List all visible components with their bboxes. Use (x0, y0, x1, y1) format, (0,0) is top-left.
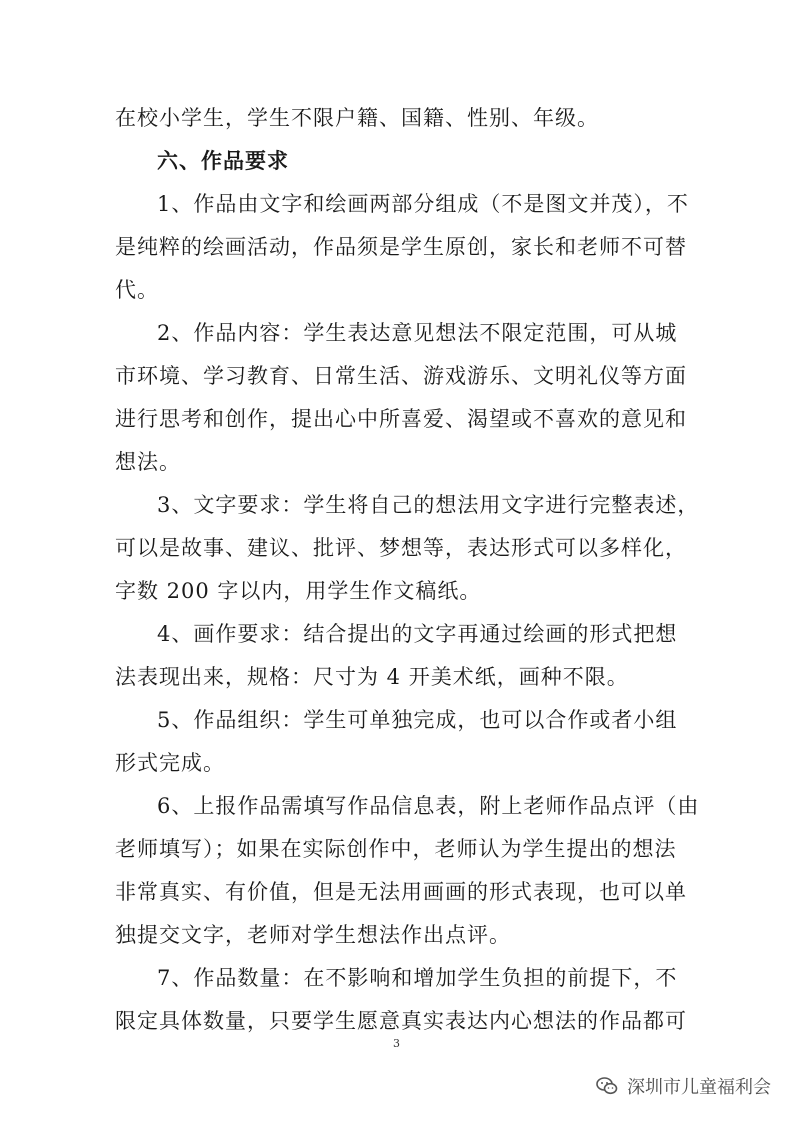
text-line: 想法。 (115, 450, 181, 474)
wechat-icon (595, 1074, 619, 1098)
text-line: 非常真实、有价值，但是无法用画画的形式表现，也可以单 (115, 880, 687, 904)
text-line: 代。 (115, 278, 159, 302)
text-line: 市环境、学习教育、日常生活、游戏游乐、文明礼仪等方面 (115, 364, 687, 388)
text-line: 2、作品内容：学生表达意见想法不限定范围，可从城 (157, 321, 678, 345)
text-line: 7、作品数量：在不影响和增加学生负担的前提下，不 (157, 966, 678, 990)
text-line: 5、作品组织：学生可单独完成，也可以合作或者小组 (157, 708, 678, 732)
watermark (595, 1070, 771, 1102)
text-line: 独提交文字，老师对学生想法作出点评。 (115, 923, 511, 947)
text-line: 字数 200 字以内，用学生作文稿纸。 (115, 579, 482, 603)
text-line: 形式完成。 (115, 751, 225, 775)
watermark-text: 深圳市儿童福利会 (627, 1077, 771, 1098)
text-line: 限定具体数量，只要学生愿意真实表达内心想法的作品都可 (115, 1009, 687, 1033)
text-line: 老师填写）；如果在实际创作中，老师认为学生提出的想法 (115, 837, 677, 861)
section-heading: 六、作品要求 (157, 149, 289, 173)
text-line: 可以是故事、建议、批评、梦想等，表达形式可以多样化， (115, 536, 687, 560)
text-line: 3、文字要求：学生将自己的想法用文字进行完整表述， (157, 493, 700, 517)
text-line: 是纯粹的绘画活动，作品须是学生原创，家长和老师不可替 (115, 235, 687, 259)
text-line: 法表现出来，规格：尺寸为 4 开美术纸，画种不限。 (115, 665, 629, 689)
text-line: 6、上报作品需填写作品信息表，附上老师作品点评（由 (157, 794, 700, 818)
page-number: 3 (393, 1037, 400, 1050)
text-line: 进行思考和创作，提出心中所喜爱、渴望或不喜欢的意见和 (115, 407, 687, 431)
text-line: 1、作品由文字和绘画两部分组成（不是图文并茂），不 (157, 192, 689, 216)
document-body (115, 97, 700, 1043)
text-line: 在校小学生，学生不限户籍、国籍、性别、年级。 (115, 106, 599, 130)
text-line: 4、画作要求：结合提出的文字再通过绘画的形式把想 (157, 622, 678, 646)
